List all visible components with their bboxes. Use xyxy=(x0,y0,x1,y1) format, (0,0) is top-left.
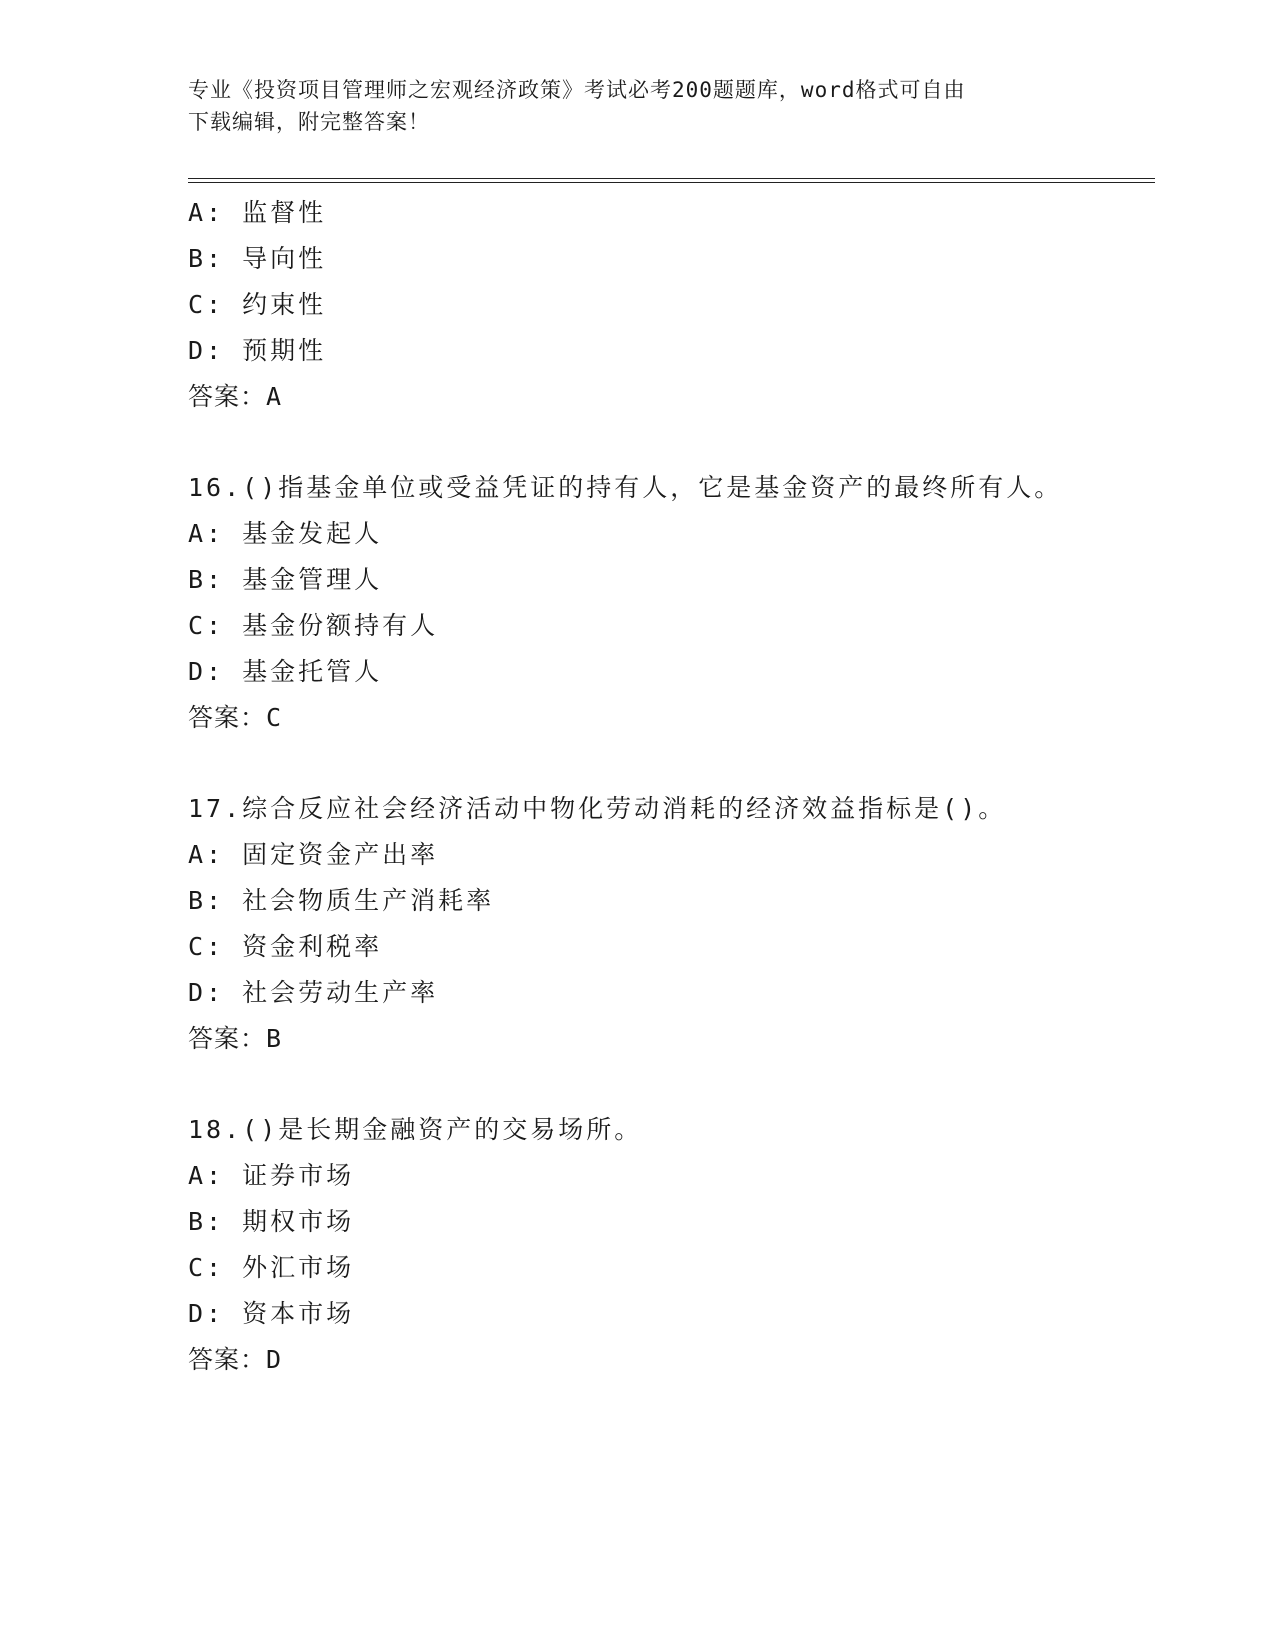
answer-label: 答案： xyxy=(188,382,267,411)
answer-value: A xyxy=(266,382,283,411)
document-header xyxy=(188,74,1088,138)
option-b: B: 期权市场 xyxy=(188,1207,355,1236)
answer-line xyxy=(188,1337,1168,1383)
answer-label: 答案： xyxy=(188,1345,267,1374)
option-a: A: 基金发起人 xyxy=(188,519,383,548)
question-block-16 xyxy=(188,465,1168,741)
option-b: B: 基金管理人 xyxy=(188,565,383,594)
header-line-1: 专业《投资项目管理师之宏观经济政策》考试必考200题题库，word格式可自由 xyxy=(188,78,966,102)
answer-line xyxy=(188,1016,1168,1062)
answer-label: 答案： xyxy=(188,1024,267,1053)
question-block-17 xyxy=(188,786,1168,1062)
answer-line xyxy=(188,374,1168,420)
answer-line xyxy=(188,695,1168,741)
question-text: 18.()是长期金融资产的交易场所。 xyxy=(188,1115,643,1144)
answer-value: C xyxy=(266,703,283,732)
option-c: C: 外汇市场 xyxy=(188,1253,355,1282)
header-line-2: 下载编辑，附完整答案！ xyxy=(188,110,430,134)
option-c: C: 资金利税率 xyxy=(188,932,383,961)
question-block-18 xyxy=(188,1107,1168,1383)
option-c: C: 基金份额持有人 xyxy=(188,611,439,640)
option-d: D: 预期性 xyxy=(188,336,327,365)
option-d: D: 基金托管人 xyxy=(188,657,383,686)
option-a: A: 监督性 xyxy=(188,198,327,227)
option-b: B: 导向性 xyxy=(188,244,327,273)
answer-value: D xyxy=(266,1345,283,1374)
option-d: D: 社会劳动生产率 xyxy=(188,978,439,1007)
answer-value: B xyxy=(266,1024,283,1053)
option-a: A: 证券市场 xyxy=(188,1161,355,1190)
question-text: 17.综合反应社会经济活动中物化劳动消耗的经济效益指标是()。 xyxy=(188,794,1007,823)
option-c: C: 约束性 xyxy=(188,290,327,319)
option-b: B: 社会物质生产消耗率 xyxy=(188,886,495,915)
header-divider xyxy=(188,178,1155,183)
option-d: D: 资本市场 xyxy=(188,1299,355,1328)
option-a: A: 固定资金产出率 xyxy=(188,840,439,869)
question-block-15 xyxy=(188,190,1168,420)
answer-label: 答案： xyxy=(188,703,267,732)
question-text: 16.()指基金单位或受益凭证的持有人，它是基金资产的最终所有人。 xyxy=(188,473,1063,502)
question-list xyxy=(188,190,1168,1383)
